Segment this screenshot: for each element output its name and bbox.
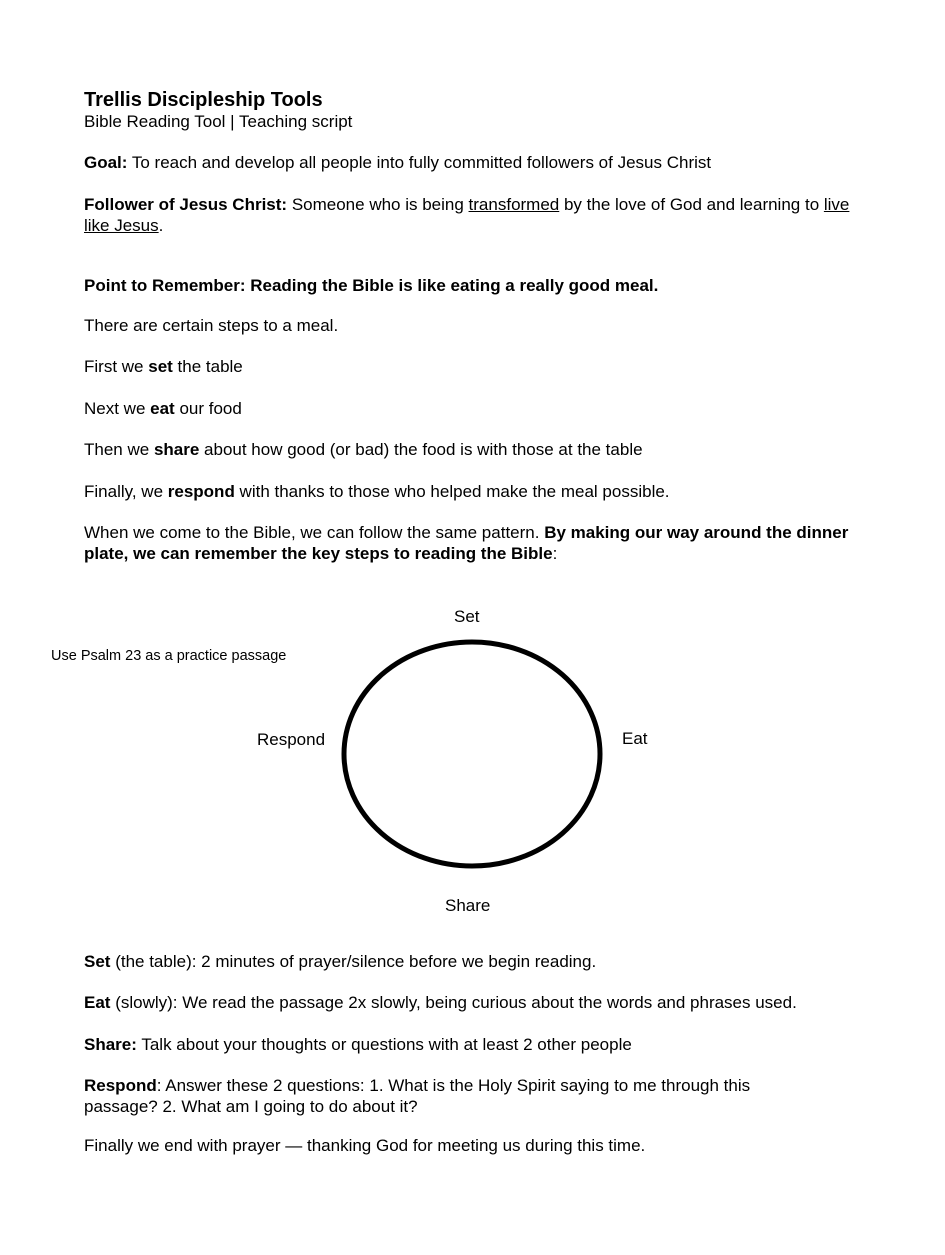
step-respond bbox=[84, 481, 864, 502]
goal-label: Goal: bbox=[84, 153, 128, 172]
plate-label-respond: Respond bbox=[257, 730, 326, 749]
goal-paragraph bbox=[84, 152, 864, 173]
detail-respond-text: : Answer these 2 questions: 1. What is the Holy Spirit saying to me through this passage? 2. What am I going to do about it? bbox=[84, 1076, 751, 1116]
detail-eat-label: Eat bbox=[84, 993, 111, 1012]
transformed-underline: transformed bbox=[468, 195, 560, 214]
detail-share-text: Talk about your thoughts or questions with at least 2 other people bbox=[136, 1035, 632, 1054]
document-subtitle: Bible Reading Tool | Teaching script bbox=[84, 112, 353, 131]
step-respond-before: Finally, we bbox=[84, 482, 168, 501]
detail-set-text: (the table): 2 minutes of prayer/silence before we begin reading. bbox=[110, 952, 597, 971]
detail-share bbox=[84, 1034, 864, 1055]
live-like-jesus-underline: live like Jesus bbox=[84, 195, 850, 235]
plate-label-set: Set bbox=[454, 607, 480, 626]
step-set-after: the table bbox=[172, 357, 243, 376]
step-respond-bold: respond bbox=[167, 482, 235, 501]
plate-label-eat: Eat bbox=[622, 729, 648, 748]
point-text: Point to Remember: Reading the Bible is like eating a really good meal. bbox=[84, 276, 659, 295]
follower-label: Follower of Jesus Christ: bbox=[84, 195, 288, 214]
detail-respond-label: Respond bbox=[84, 1076, 157, 1095]
pattern-bold: By making our way around the dinner plate, we can remember the key steps to reading the Bible bbox=[84, 523, 849, 563]
step-set bbox=[84, 356, 864, 377]
follower-text-2: by the love of God and learning to bbox=[559, 195, 824, 214]
step-respond-after: with thanks to those who helped make the meal possible. bbox=[234, 482, 670, 501]
step-share-after: about how good (or bad) the food is with those at the table bbox=[199, 440, 643, 459]
detail-set-label: Set bbox=[84, 952, 111, 971]
step-eat-after: our food bbox=[174, 399, 242, 418]
follower-text-1: Someone who is being bbox=[287, 195, 469, 214]
detail-set bbox=[84, 951, 864, 972]
dinner-plate-circle bbox=[338, 636, 606, 872]
detail-eat-text: (slowly): We read the passage 2x slowly, being curious about the words and phrases used. bbox=[110, 993, 797, 1012]
practice-passage-note: Use Psalm 23 as a practice passage bbox=[51, 648, 287, 664]
step-eat bbox=[84, 398, 864, 419]
detail-respond bbox=[84, 1075, 824, 1117]
pattern-paragraph bbox=[84, 522, 864, 564]
plate-ellipse bbox=[344, 642, 600, 866]
plate-label-share: Share bbox=[445, 896, 491, 915]
step-eat-before: Next we bbox=[84, 399, 151, 418]
step-share bbox=[84, 439, 864, 460]
step-eat-bold: eat bbox=[150, 399, 175, 418]
pattern-end: : bbox=[552, 544, 558, 563]
closing-paragraph: Finally we end with prayer — thanking God for meeting us during this time. bbox=[84, 1136, 646, 1155]
point-to-remember bbox=[84, 275, 864, 296]
detail-share-label: Share: bbox=[84, 1035, 137, 1054]
step-set-before: First we bbox=[84, 357, 149, 376]
follower-text-3: . bbox=[158, 216, 164, 235]
steps-intro: There are certain steps to a meal. bbox=[84, 316, 339, 335]
step-share-before: Then we bbox=[84, 440, 154, 459]
pattern-plain: When we come to the Bible, we can follow the same pattern. bbox=[84, 523, 545, 542]
document-title: Trellis Discipleship Tools bbox=[84, 89, 323, 111]
goal-text: To reach and develop all people into fully committed followers of Jesus Christ bbox=[127, 153, 712, 172]
follower-paragraph bbox=[84, 194, 864, 236]
detail-eat bbox=[84, 992, 864, 1013]
step-set-bold: set bbox=[148, 357, 173, 376]
step-share-bold: share bbox=[153, 440, 200, 459]
